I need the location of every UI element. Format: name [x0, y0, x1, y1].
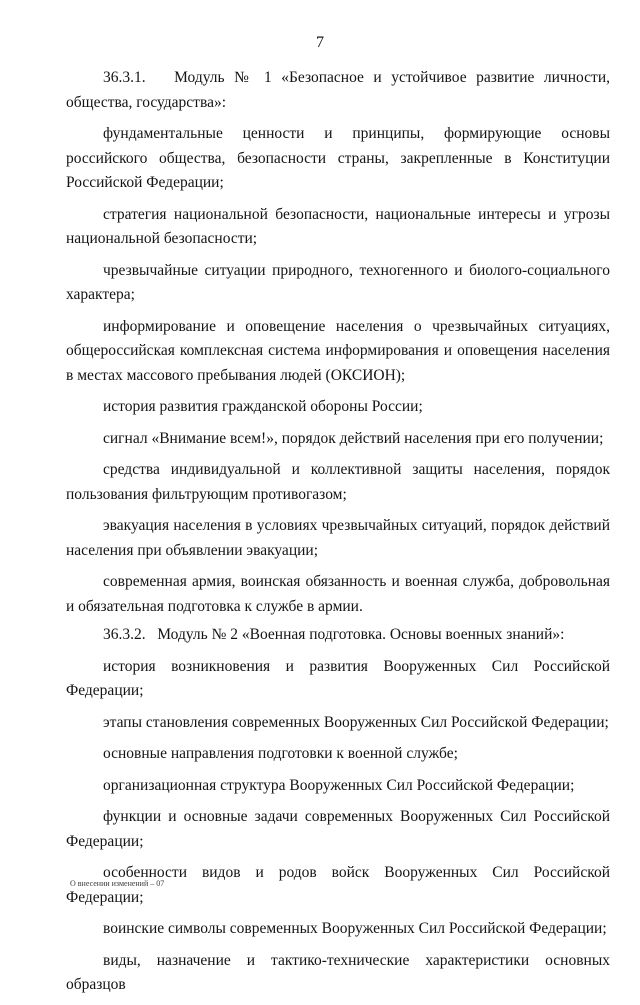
document-body	[66, 66, 610, 1005]
list-item: сигнал «Внимание всем!», порядок действий населения при его получении;	[103, 429, 604, 447]
list-item: организационная структура Вооруженных Сил Российской Федерации;	[103, 776, 575, 794]
list-item: воинские символы современных Вооруженных Сил Российской Федерации;	[103, 920, 607, 937]
section-heading-36-3-1: 36.3.1. Модуль № 1 «Безопасное и устойчивое развитие личности, общества, государства»:	[66, 69, 610, 111]
list-item: информирование и оповещение населения о чрезвычайных ситуациях, общероссийская комплексная система информирования и оповещения населения в местах массового пребывания людей (ОКСИОН);	[66, 317, 610, 384]
list-item: современная армия, воинская обязанность и военная служба, добровольная и обязательная подготовка к службе в армии.	[66, 573, 610, 615]
list-item: функции и основные задачи современных Вооруженных Сил Российской Федерации;	[66, 808, 610, 850]
list-item: средства индивидуальной и коллективной защиты населения, порядок пользования фильтрующим противогазом;	[66, 461, 610, 503]
list-item: чрезвычайные ситуации природного, техногенного и биолого-социального характера;	[66, 261, 610, 303]
list-item: история возникновения и развития Вооруженных Сил Российской Федерации;	[66, 657, 610, 699]
list-item: этапы становления современных Вооруженных Сил Российской Федерации;	[103, 713, 609, 731]
list-item: стратегия национальной безопасности, национальные интересы и угрозы национальной безопасности;	[66, 205, 610, 247]
list-item: виды, назначение и тактико-технические характеристики основных образцов	[66, 951, 610, 993]
list-item: основные направления подготовки к военной службе;	[103, 745, 458, 762]
footer-note: О внесении изменений – 07	[70, 879, 165, 888]
page-number: 7	[316, 34, 324, 51]
list-item: история развития гражданской обороны России;	[103, 398, 423, 415]
list-item: эвакуация населения в условиях чрезвычайных ситуаций, порядок действий населения при объявлении эвакуации;	[66, 517, 610, 559]
section-heading-36-3-2: 36.3.2. Модуль № 2 «Военная подготовка. Основы военных знаний»:	[103, 626, 565, 643]
list-item: особенности видов и родов войск Вооруженных Сил Российской Федерации;	[66, 864, 610, 906]
list-item: фундаментальные ценности и принципы, формирующие основы российского общества, безопасности страны, закрепленные в Конституции Российской Федерации;	[66, 125, 610, 191]
